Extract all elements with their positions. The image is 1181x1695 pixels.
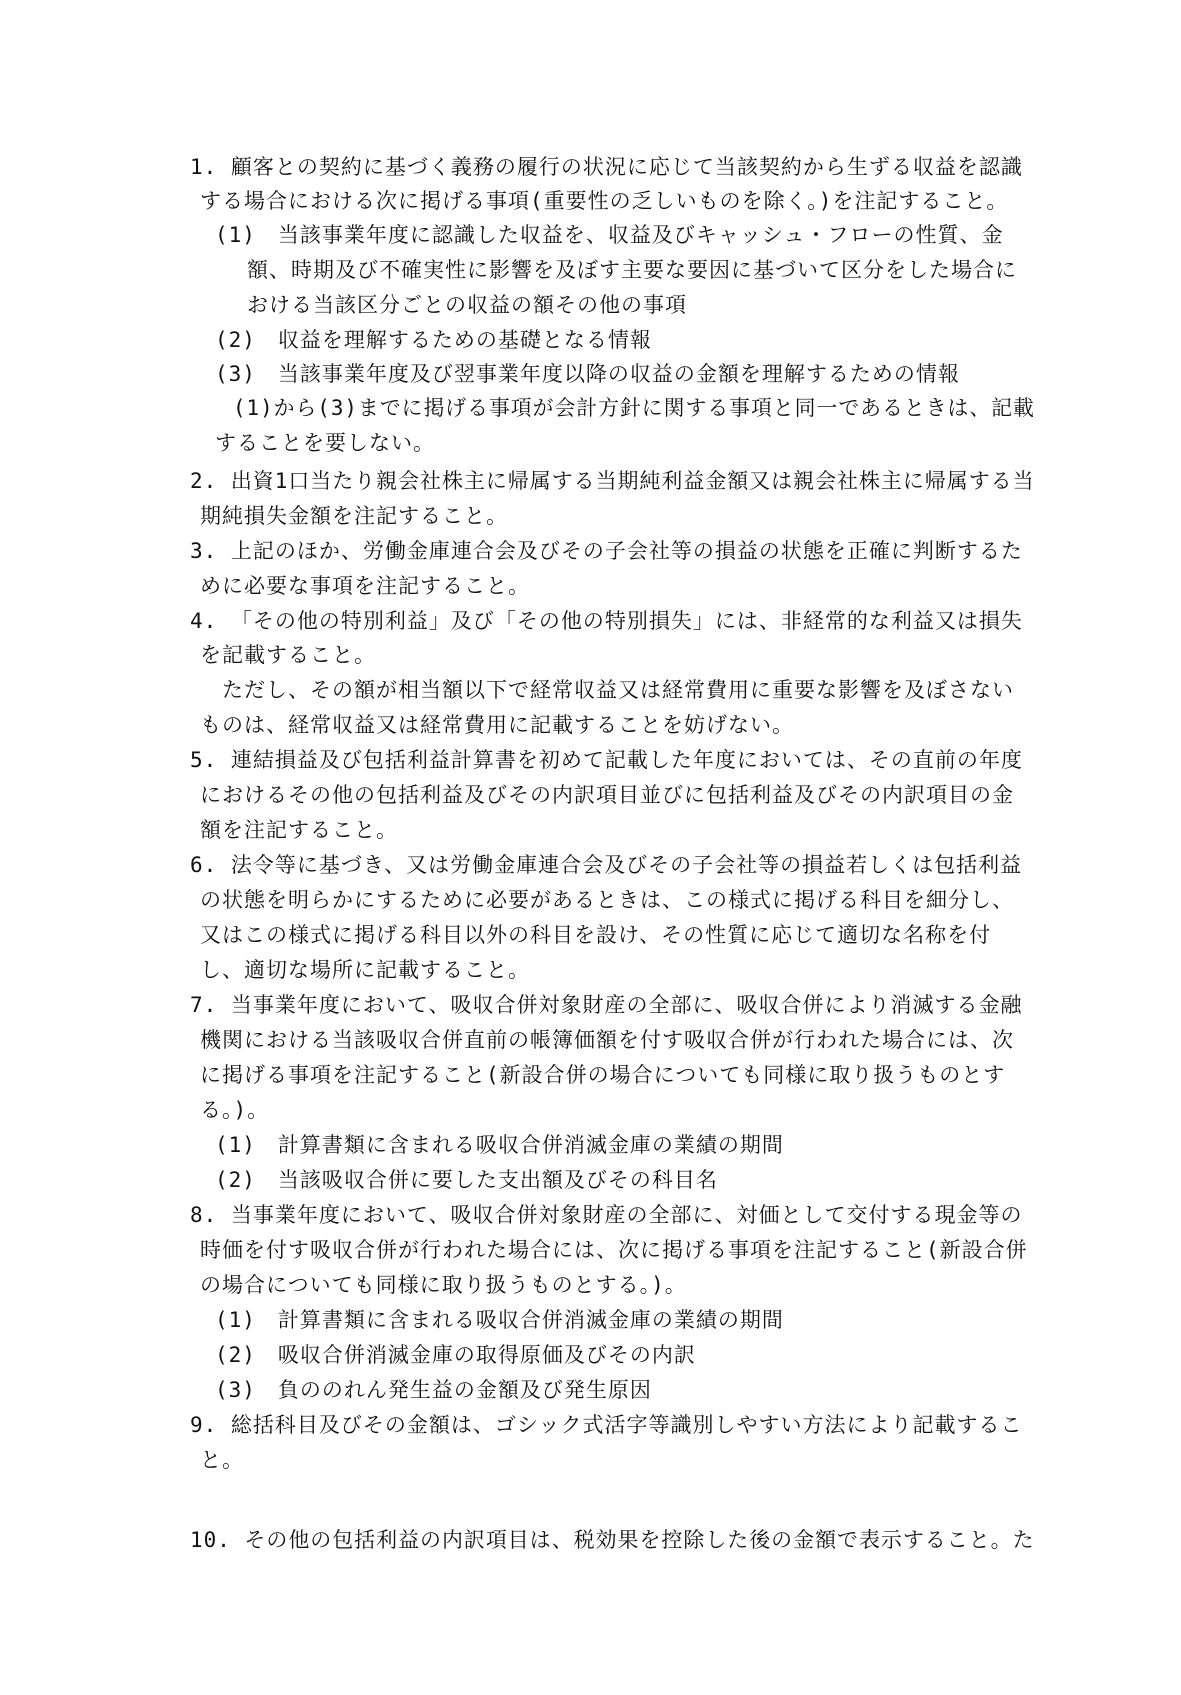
note-1-sub-3: (3) 当該事業年度及び翌事業年度以降の収益の金額を理解するための情報 xyxy=(215,362,960,386)
note-7-line-3: に掲げる事項を注記すること(新設合併の場合についても同様に取り扱うものとす xyxy=(200,1063,1006,1087)
note-3-line-2: めに必要な事項を注記すること。 xyxy=(200,574,530,598)
note-4-line-4: ものは、経常収益又は経常費用に記載することを妨げない。 xyxy=(200,713,794,737)
note-6-line-1: 6. 法令等に基づき、又は労働金庫連合会及びその子会社等の損益若しくは包括利益 xyxy=(190,853,1023,877)
note-10-line-1: 10. その他の包括利益の内訳項目は、税効果を控除した後の金額で表示すること。た xyxy=(190,1528,1035,1552)
note-2-line-1: 2. 出資1口当たり親会社株主に帰属する当期純利益金額又は親会社株主に帰属する当 xyxy=(190,469,1035,493)
note-8-sub-2: (2) 吸収合併消滅金庫の取得原価及びその内訳 xyxy=(215,1343,696,1367)
note-1-sub-2: (2) 収益を理解するための基礎となる情報 xyxy=(215,328,652,352)
note-8-line-2: 時価を付す吸収合併が行われた場合には、次に掲げる事項を注記すること(新設合併 xyxy=(200,1238,1028,1262)
note-5-line-3: 額を注記すること。 xyxy=(200,818,398,842)
note-6-line-4: し、適切な場所に記載すること。 xyxy=(200,958,530,982)
note-7-line-1: 7. 当事業年度において、吸収合併対象財産の全部に、吸収合併により消滅する金融 xyxy=(190,993,1023,1017)
note-1-sub-1-line-2: 額、時期及び不確実性に影響を及ぼす主要な要因に基づいて区分をした場合に xyxy=(247,258,1017,282)
note-1-sub-1-line-3: おける当該区分ごとの収益の額その他の事項 xyxy=(247,293,687,317)
note-9-line-2: と。 xyxy=(200,1448,244,1472)
note-6-line-2: の状態を明らかにするために必要があるときは、この様式に掲げる科目を細分し、 xyxy=(200,888,1014,912)
note-7-sub-2: (2) 当該吸収合併に要した支出額及びその科目名 xyxy=(215,1168,718,1192)
note-5-line-2: におけるその他の包括利益及びその内訳項目並びに包括利益及びその内訳項目の金 xyxy=(200,783,1014,807)
note-9-line-1: 9. 総括科目及びその金額は、ゴシック式活字等識別しやすい方法により記載するこ xyxy=(190,1413,1023,1437)
note-4-line-1: 4. 「その他の特別利益」及び「その他の特別損失」には、非経常的な利益又は損失 xyxy=(190,609,1023,633)
note-1-sub-1-line-1: (1) 当該事業年度に認識した収益を、収益及びキャッシュ・フローの性質、金 xyxy=(215,223,1004,247)
note-5-line-1: 5. 連結損益及び包括利益計算書を初めて記載した年度においては、その直前の年度 xyxy=(190,748,1023,772)
note-2-line-2: 期純損失金額を注記すること。 xyxy=(200,504,508,528)
note-3-line-1: 3. 上記のほか、労働金庫連合会及びその子会社等の損益の状態を正確に判断するた xyxy=(190,539,1023,563)
note-8-sub-3: (3) 負ののれん発生益の金額及び発生原因 xyxy=(215,1378,652,1402)
note-7-line-4: る。)。 xyxy=(200,1098,270,1122)
note-8-line-1: 8. 当事業年度において、吸収合併対象財産の全部に、対価として交付する現金等の xyxy=(190,1203,1023,1227)
note-1-line-2: する場合における次に掲げる事項(重要性の乏しいものを除く。)を注記すること。 xyxy=(200,189,1009,213)
note-1-line-1: 1. 顧客との契約に基づく義務の履行の状況に応じて当該契約から生ずる収益を認識 xyxy=(190,155,1023,179)
note-7-line-2: 機関における当該吸収合併直前の帳簿価額を付す吸収合併が行われた場合には、次 xyxy=(200,1028,1014,1052)
note-8-line-3: の場合についても同様に取り扱うものとする。)。 xyxy=(200,1273,687,1297)
note-1-proviso-line-1: (1)から(3)までに掲げる事項が会計方針に関する事項と同一であるときは、記載 xyxy=(233,396,1035,420)
note-6-line-3: 又はこの様式に掲げる科目以外の科目を設け、その性質に応じて適切な名称を付 xyxy=(200,923,992,947)
note-8-sub-1: (1) 計算書類に含まれる吸収合併消滅金庫の業績の期間 xyxy=(215,1308,784,1332)
note-4-line-3: ただし、その額が相当額以下で経常収益又は経常費用に重要な影響を及ぼさない xyxy=(222,678,1014,702)
note-4-line-2: を記載すること。 xyxy=(200,643,376,667)
note-1-proviso-line-2: することを要しない。 xyxy=(215,431,435,455)
note-7-sub-1: (1) 計算書類に含まれる吸収合併消滅金庫の業績の期間 xyxy=(215,1133,784,1157)
